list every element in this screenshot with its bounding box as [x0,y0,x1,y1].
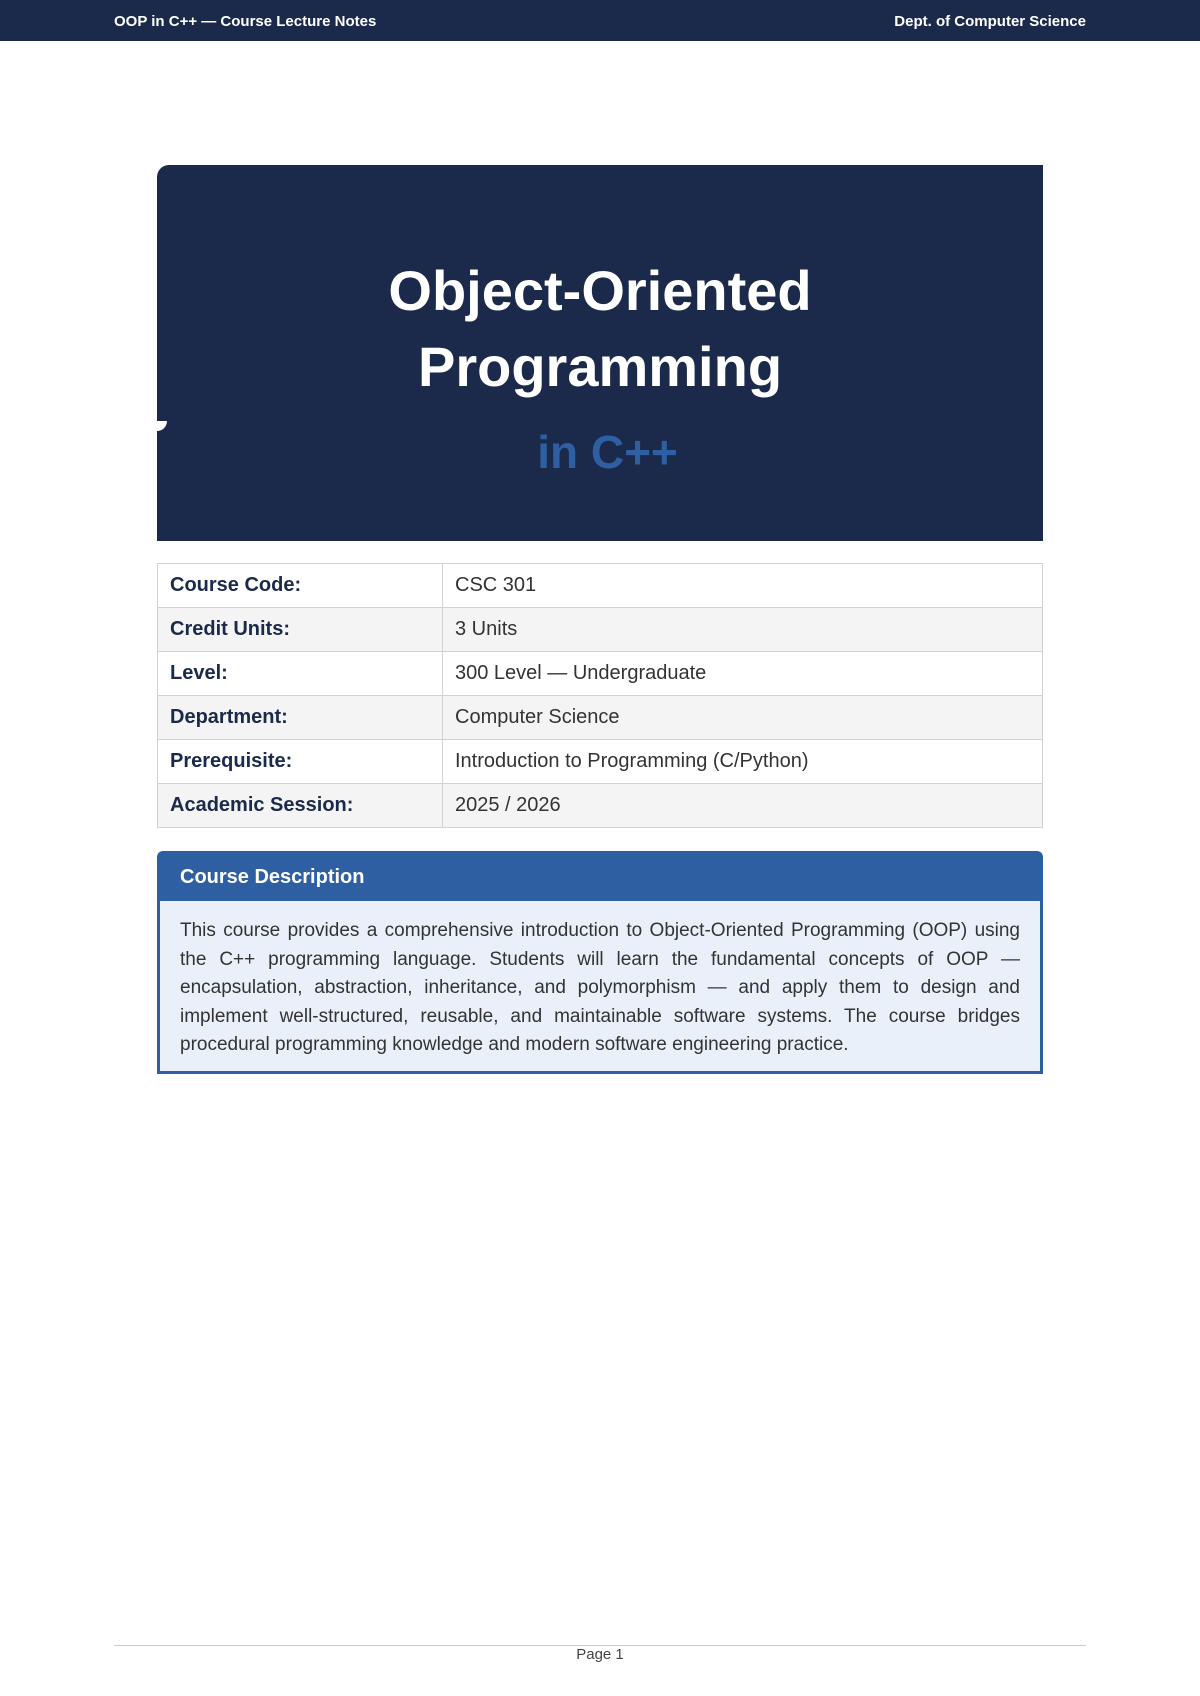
credit-units-value: 3 Units [443,608,1043,652]
course-description-text: This course provides a comprehensive introduction to Object-Oriented Programming (OOP) using the C++ programming language. Students will learn the fundamental concepts of OOP — encapsulation, abstraction, inheritance, and polymorphism — and apply them to design and implement well-structured, reusable, and maintainable software systems. The course bridges procedural programming knowledge and modern software engineering practice. [180,920,1020,1055]
cover-notch [157,421,167,431]
cover-title-line2: Programming [417,335,783,398]
credit-units-label: Credit Units: [158,608,443,652]
table-row [158,652,1043,696]
table-row [158,740,1043,784]
course-description-heading: Course Description [160,854,1040,901]
table-row [158,784,1043,828]
prerequisite-value: Introduction to Programming (C/Python) [443,740,1043,784]
cover-subtitle: in C++ [537,426,678,478]
prerequisite-label: Prerequisite: [158,740,443,784]
cover-title-line1: Object-Oriented [388,259,812,322]
table-row [158,564,1043,608]
level-label: Level: [158,652,443,696]
table-row [158,696,1043,740]
department-label: Department: [158,696,443,740]
course-code-value: CSC 301 [443,564,1043,608]
running-header [0,0,1200,41]
page-number: Page 1 [576,1646,624,1663]
course-code-label: Course Code: [158,564,443,608]
cover-banner [157,165,1043,541]
header-department: Dept. of Computer Science [894,13,1086,30]
cover-title [157,253,1043,405]
header-course-title: OOP in C++ — Course Lecture Notes [114,13,377,30]
academic-session-value: 2025 / 2026 [443,784,1043,828]
department-value: Computer Science [443,696,1043,740]
level-value: 300 Level — Undergraduate [443,652,1043,696]
table-row [158,608,1043,652]
course-description-box [157,851,1043,1074]
academic-session-label: Academic Session: [158,784,443,828]
course-info-table [157,563,1043,828]
